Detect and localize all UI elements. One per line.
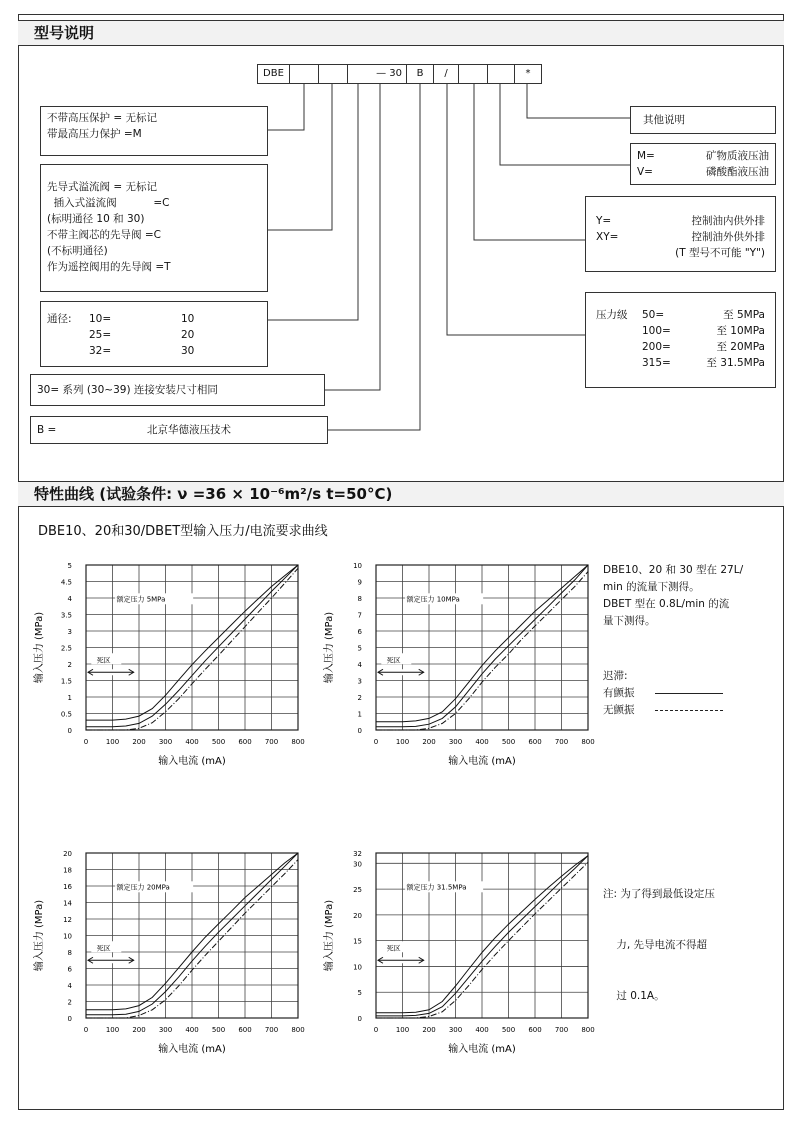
maker-code: B = xyxy=(37,424,57,436)
y-tick-label: 14 xyxy=(63,899,72,908)
x-tick-label: 400 xyxy=(185,738,199,746)
legend-dashdot-line xyxy=(655,710,723,711)
y-tick-label: 12 xyxy=(63,916,72,924)
rated-pressure-label: 额定压力 5MPa xyxy=(116,595,166,604)
y-tick-label: 2 xyxy=(67,661,72,669)
note2-line-3: 过 0.1A。 xyxy=(603,990,665,1002)
size-key-3: 32= xyxy=(89,345,112,357)
pressure-key-3: 200= xyxy=(642,341,671,353)
size-key-2: 25= xyxy=(89,329,112,341)
chart-31-5mpa xyxy=(320,840,610,1066)
valve-type-box xyxy=(40,164,268,292)
x-tick-label: 800 xyxy=(291,1026,305,1034)
drain-val-1: 控制油内供外排 xyxy=(691,215,765,227)
x-tick-label: 300 xyxy=(158,738,173,746)
size-key-1: 10= xyxy=(89,313,112,325)
pressure-label: 压力级 xyxy=(596,309,628,321)
maker-text: 北京华德液压技术 xyxy=(147,424,231,436)
y-tick-label: 8 xyxy=(67,949,72,957)
code-cell-5: B xyxy=(406,64,434,84)
oil-key-2: V= xyxy=(637,166,653,178)
y-tick-label: 20 xyxy=(63,850,72,858)
y-tick-label: 4 xyxy=(67,595,72,603)
y-tick-label: 1 xyxy=(357,710,362,719)
x-axis-label: 输入电流 (mA) xyxy=(448,756,516,767)
drain-val-2: 控制油外供外排 xyxy=(691,231,765,243)
deadzone-label: 死区 xyxy=(96,656,111,665)
deadzone-label: 死区 xyxy=(386,944,401,953)
y-tick-label: 9 xyxy=(357,578,362,587)
y-tick-label: 4.5 xyxy=(60,578,72,587)
rated-pressure-label: 额定压力 20MPa xyxy=(116,883,170,892)
x-tick-label: 200 xyxy=(132,1026,146,1034)
y-tick-label: 2 xyxy=(357,694,362,702)
drain-box xyxy=(585,196,776,272)
x-tick-label: 300 xyxy=(158,1026,173,1034)
y-tick-label: 0 xyxy=(67,1015,72,1023)
y-tick-label: 0 xyxy=(357,727,362,735)
x-tick-label: 100 xyxy=(105,1026,120,1034)
x-tick-label: 800 xyxy=(581,738,595,746)
x-tick-label: 500 xyxy=(211,1026,226,1034)
x-tick-label: 200 xyxy=(422,1026,436,1034)
x-tick-label: 400 xyxy=(475,738,489,746)
legend-without-dither: 无颤振 xyxy=(603,704,635,716)
size-box xyxy=(40,301,268,367)
y-tick-label: 7 xyxy=(357,611,362,620)
protection-box xyxy=(40,106,268,156)
y-tick-label: 1.5 xyxy=(60,677,72,686)
legend-with-dither: 有颤振 xyxy=(603,687,635,699)
hysteresis-legend xyxy=(603,668,773,719)
y-tick-label: 6 xyxy=(357,628,362,636)
x-tick-label: 600 xyxy=(238,1026,252,1034)
y-tick-label: 0.5 xyxy=(60,710,72,719)
oil-val-1: 矿物质液压油 xyxy=(706,150,769,162)
protection-line-1: 不带高压保护 = 无标记 xyxy=(47,112,157,124)
rated-pressure-label: 额定压力 31.5MPa xyxy=(406,883,467,892)
code-cell-6: / xyxy=(433,64,459,84)
x-tick-label: 800 xyxy=(291,738,305,746)
oil-key-1: M= xyxy=(637,150,655,162)
y-tick-label: 2.5 xyxy=(60,644,72,653)
x-tick-label: 200 xyxy=(132,738,146,746)
x-tick-label: 500 xyxy=(501,1026,516,1034)
type-line-4: 不带主阀芯的先导阀 =C xyxy=(47,229,161,241)
protection-line-2: 带最高压力保护 =M xyxy=(47,128,142,140)
y-tick-label: 5 xyxy=(357,644,362,653)
code-cell-1: DBE xyxy=(257,64,290,84)
y-tick-label: 6 xyxy=(67,965,72,974)
deadzone-label: 死区 xyxy=(386,656,401,665)
x-tick-label: 300 xyxy=(448,738,463,746)
y-tick-label: 0 xyxy=(67,727,72,735)
x-tick-label: 700 xyxy=(264,738,279,746)
code-cell-9: * xyxy=(514,64,542,84)
y-tick-label: 20 xyxy=(353,911,362,920)
note1-line-1: DBE10、20 和 30 型在 27L/ xyxy=(603,564,744,576)
y-tick-label: 8 xyxy=(357,595,362,603)
y-axis-label: 输入压力 (MPa) xyxy=(34,611,45,684)
chart-5mpa xyxy=(30,552,320,778)
drain-note: (T 型号不可能 "Y") xyxy=(675,247,765,259)
size-label: 通径: xyxy=(47,313,72,325)
deadzone-label: 死区 xyxy=(96,944,111,953)
x-axis-label: 输入电流 (mA) xyxy=(158,756,226,767)
pressure-box xyxy=(585,292,776,388)
drain-key-2: XY= xyxy=(596,231,619,243)
x-tick-label: 600 xyxy=(528,738,542,746)
note2-line-2: 力, 先导电流不得超 xyxy=(603,939,708,951)
oil-box xyxy=(630,143,776,185)
x-tick-label: 0 xyxy=(373,1026,379,1034)
type-line-2: 插入式溢流阀 =C xyxy=(47,197,170,209)
x-tick-label: 500 xyxy=(501,738,516,746)
pressure-key-4: 315= xyxy=(642,357,671,369)
x-tick-label: 0 xyxy=(83,738,89,746)
x-tick-label: 200 xyxy=(422,738,436,746)
note1-line-2: min 的流量下测得。 xyxy=(603,581,700,593)
note1-line-3: DBET 型在 0.8L/min 的流 xyxy=(603,598,730,610)
x-axis-label: 输入电流 (mA) xyxy=(448,1044,516,1055)
drain-key-1: Y= xyxy=(596,215,612,227)
pressure-val-3: 至 20MPa xyxy=(716,341,765,353)
type-line-3: (标明通径 10 和 30) xyxy=(47,213,145,225)
y-axis-label: 输入压力 (MPa) xyxy=(324,899,335,972)
type-line-5: (不标明通径) xyxy=(47,245,108,257)
pressure-val-4: 至 31.5MPa xyxy=(706,357,765,369)
y-tick-label: 3 xyxy=(357,677,362,686)
x-tick-label: 100 xyxy=(105,738,120,746)
y-tick-label: 30 xyxy=(353,860,362,869)
y-tick-label: 10 xyxy=(353,562,362,570)
x-tick-label: 600 xyxy=(238,738,252,746)
y-axis-label: 输入压力 (MPa) xyxy=(34,899,45,972)
size-val-1: 10 xyxy=(181,313,195,325)
y-tick-label: 4 xyxy=(357,661,362,669)
x-tick-label: 400 xyxy=(185,1026,199,1034)
chart-10mpa xyxy=(320,552,610,778)
chart-20mpa xyxy=(30,840,320,1066)
pressure-val-2: 至 10MPa xyxy=(716,325,765,337)
y-tick-label: 5 xyxy=(357,989,362,998)
y-tick-label: 3.5 xyxy=(60,611,72,620)
y-axis-label: 输入压力 (MPa) xyxy=(324,611,335,684)
rated-pressure-label: 额定压力 10MPa xyxy=(406,595,460,604)
section-title-curves: 特性曲线 (试验条件: ν =36 × 10⁻⁶m²/s t=50°C) xyxy=(18,481,784,507)
x-axis-label: 输入电流 (mA) xyxy=(158,1044,226,1055)
y-tick-label: 15 xyxy=(353,937,362,946)
y-tick-label: 32 xyxy=(353,850,362,858)
min-pressure-note xyxy=(603,852,715,1022)
y-tick-label: 2 xyxy=(67,998,72,1007)
x-tick-label: 700 xyxy=(554,738,569,746)
pressure-key-1: 50= xyxy=(642,309,665,321)
x-tick-label: 0 xyxy=(83,1026,89,1034)
y-tick-label: 10 xyxy=(353,963,362,972)
series-box: 30= 系列 (30~39) 连接安装尺寸相同 xyxy=(30,374,325,406)
y-tick-label: 4 xyxy=(67,982,72,990)
x-tick-label: 500 xyxy=(211,738,226,746)
y-tick-label: 1 xyxy=(67,694,72,702)
y-tick-label: 0 xyxy=(357,1015,362,1023)
x-tick-label: 100 xyxy=(395,738,410,746)
x-tick-label: 700 xyxy=(554,1026,569,1034)
y-tick-label: 5 xyxy=(67,562,72,570)
y-tick-label: 18 xyxy=(63,866,72,875)
type-line-6: 作为遥控阀用的先导阀 =T xyxy=(47,261,171,273)
test-flow-note xyxy=(603,562,743,630)
pressure-val-1: 至 5MPa xyxy=(723,309,765,321)
x-tick-label: 600 xyxy=(528,1026,542,1034)
legend-solid-line xyxy=(655,693,723,694)
x-tick-label: 800 xyxy=(581,1026,595,1034)
note2-line-1: 注: 为了得到最低设定压 xyxy=(603,888,715,900)
pressure-key-2: 100= xyxy=(642,325,671,337)
charts-title: DBE10、20和30/DBET型输入压力/电流要求曲线 xyxy=(38,524,328,539)
code-cell-4: — 30 xyxy=(347,64,407,84)
x-tick-label: 400 xyxy=(475,1026,489,1034)
size-val-2: 20 xyxy=(181,329,195,341)
note1-line-4: 量下测得。 xyxy=(603,615,656,627)
x-tick-label: 100 xyxy=(395,1026,410,1034)
x-tick-label: 300 xyxy=(448,1026,463,1034)
y-tick-label: 16 xyxy=(63,883,72,891)
y-tick-label: 25 xyxy=(353,886,362,895)
section-title-model: 型号说明 xyxy=(18,20,784,46)
legend-title: 迟滞: xyxy=(603,670,628,682)
size-val-3: 30 xyxy=(181,345,195,357)
type-line-1: 先导式溢流阀 = 无标记 xyxy=(47,181,157,193)
oil-val-2: 磷酸酯液压油 xyxy=(706,166,769,178)
x-tick-label: 700 xyxy=(264,1026,279,1034)
y-tick-label: 3 xyxy=(67,628,72,636)
y-tick-label: 10 xyxy=(63,932,72,941)
other-notes-box: 其他说明 xyxy=(630,106,776,134)
x-tick-label: 0 xyxy=(373,738,379,746)
maker-box xyxy=(30,416,328,444)
